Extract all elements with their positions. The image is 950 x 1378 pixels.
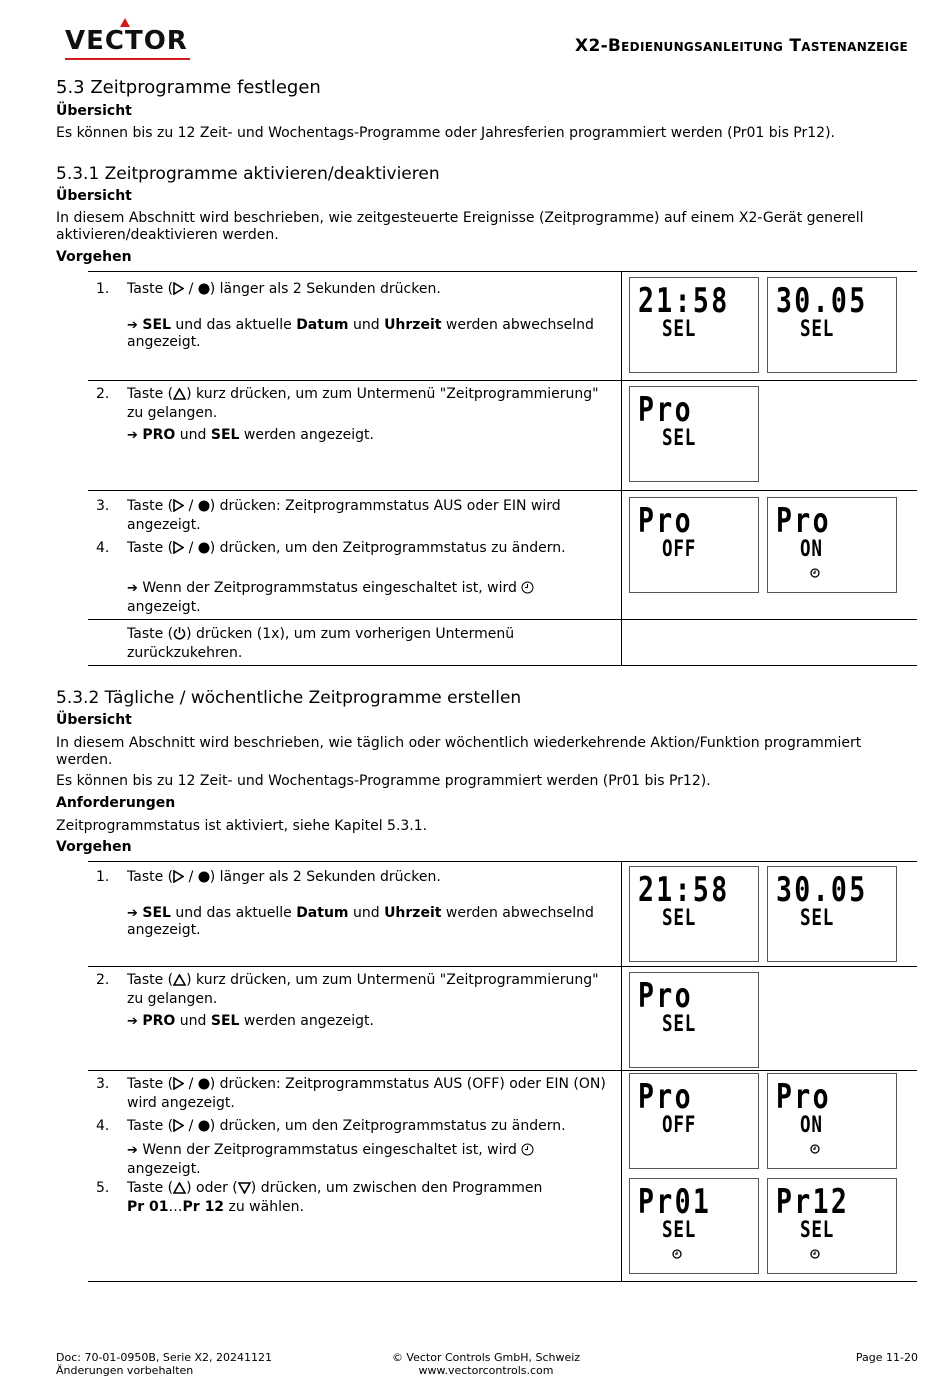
table-row: Taste ( ) drücken (1x), um zum vorherigen Untermenü zurückzukehren.: [88, 620, 917, 666]
right-triangle-icon: [173, 541, 184, 559]
arrow-icon: ➔: [127, 906, 138, 921]
s53-overview-text: Es können bis zu 12 Zeit- und Wochentags-Programme oder Jahresferien programmiert werden (Pr01 bis Pr12).: [56, 125, 835, 141]
table-row: 1. Taste ( / ) länger als 2 Sekunden drücken. ➔ SEL und das aktuelle Datum und Uhrzeit werden abwechselnd angezeigt. 21:58 SEL 30.05 SEL: [88, 861, 917, 967]
lcd-display: Pro ON: [767, 1073, 897, 1169]
footer-page-number: Page 11-20: [855, 1351, 918, 1364]
filled-circle-icon: [198, 1078, 210, 1095]
logo-text: VECTOR: [65, 26, 188, 56]
lcd-display: Pr12 SEL: [767, 1178, 897, 1274]
document-title: X2-Bedienungsanleitung Tastenanzeige: [575, 36, 908, 56]
clock-icon: [810, 1249, 820, 1259]
clock-icon: [521, 581, 534, 599]
right-triangle-icon: [173, 1077, 184, 1095]
up-triangle-icon: [173, 974, 186, 991]
table-row: 2. Taste ( ) kurz drücken, um zum Untermenü "Zeitprogrammierung" zu gelangen. ➔ PRO und SEL werden angezeigt. Pro SEL: [88, 380, 917, 491]
section-5-3-1-title: 5.3.1 Zeitprogramme aktivieren/deaktivieren: [56, 164, 440, 184]
right-triangle-icon: [173, 282, 184, 300]
footer-copyright: © Vector Controls GmbH, Schweiz: [391, 1351, 581, 1364]
filled-circle-icon: [198, 542, 210, 559]
lcd-display: Pr01 SEL: [629, 1178, 759, 1274]
vector-logo: [65, 18, 190, 60]
power-icon: [173, 626, 186, 645]
right-triangle-icon: [173, 1119, 184, 1137]
footer-left: [56, 1351, 272, 1377]
s532-requirements-text: Zeitprogrammstatus ist aktiviert, siehe Kapitel 5.3.1.: [56, 818, 428, 834]
table-row: 3. Taste ( / ) drücken: Zeitprogrammstatus AUS oder EIN wird angezeigt. 4. Taste ( / ) drücken, um den Zeitprogrammstatus zu ändern. ➔ Wenn der Zeitprogrammstatus eingeschaltet ist, wird angezeigt. Pro OFF Pro ON: [88, 491, 917, 620]
logo-underline: [65, 58, 190, 60]
lcd-display: Pro OFF: [629, 497, 759, 593]
s532-overview-text-1: In diesem Abschnitt wird beschrieben, wie täglich oder wöchentlich wiederkehrende Aktion/Funktion programmiert werden.: [56, 735, 862, 768]
footer-website[interactable]: www.vectorcontrols.com: [418, 1364, 554, 1377]
clock-icon: [521, 1143, 534, 1161]
s53-overview-label: Übersicht: [56, 103, 132, 119]
clock-icon: [810, 568, 820, 578]
filled-circle-icon: [198, 871, 210, 888]
section-5-3-title: 5.3 Zeitprogramme festlegen: [56, 77, 321, 98]
s531-overview-text: In diesem Abschnitt wird beschrieben, wie zeitgesteuerte Ereignisse (Zeitprogramme) auf einem X2-Gerät generell aktivieren/deaktivieren werden.: [56, 210, 864, 243]
filled-circle-icon: [198, 500, 210, 517]
footer-center: [386, 1351, 586, 1377]
table-row: 2. Taste ( ) kurz drücken, um zum Untermenü "Zeitprogrammierung" zu gelangen. ➔ PRO und SEL werden angezeigt. Pro SEL: [88, 966, 917, 1071]
filled-circle-icon: [198, 283, 210, 300]
up-triangle-icon: [173, 1182, 186, 1199]
clock-icon: [810, 1144, 820, 1154]
up-triangle-icon: [173, 388, 186, 405]
table-row: 1. Taste ( / ) länger als 2 Sekunden drücken. ➔ SEL und das aktuelle Datum und Uhrzeit werden abwechselnd angezeigt. 21:58 SEL 30.05 SEL: [88, 271, 917, 381]
lcd-display: Pro SEL: [629, 972, 759, 1068]
arrow-icon: ➔: [127, 581, 138, 596]
lcd-display: Pro SEL: [629, 386, 759, 482]
s532-procedure-table: [88, 861, 917, 1283]
s532-procedure-label: Vorgehen: [56, 839, 132, 855]
s531-procedure-label: Vorgehen: [56, 249, 132, 265]
right-triangle-icon: [173, 870, 184, 888]
arrow-icon: ➔: [127, 1014, 138, 1029]
right-triangle-icon: [173, 499, 184, 517]
s532-requirements-label: Anforderungen: [56, 795, 176, 811]
arrow-icon: ➔: [127, 428, 138, 443]
s531-procedure-table: [88, 271, 917, 666]
lcd-display: Pro ON: [767, 497, 897, 593]
section-5-3-2-title: 5.3.2 Tägliche / wöchentliche Zeitprogramme erstellen: [56, 688, 522, 708]
clock-icon: [672, 1249, 682, 1259]
lcd-display: 21:58 SEL: [629, 866, 759, 962]
arrow-icon: ➔: [127, 318, 138, 333]
s532-overview-label: Übersicht: [56, 712, 132, 728]
lcd-display: 21:58 SEL: [629, 277, 759, 373]
footer-notice: Änderungen vorbehalten: [56, 1364, 194, 1377]
down-triangle-icon: [238, 1182, 251, 1199]
filled-circle-icon: [198, 1120, 210, 1137]
table-row: 3. Taste ( / ) drücken: Zeitprogrammstatus AUS (OFF) oder EIN (ON) wird angezeigt. 4. Taste ( / ) drücken, um den Zeitprogrammstatus zu ändern. ➔ Wenn der Zeitprogrammstatus eingeschaltet ist, wird angezeigt. 5. Taste ( ) oder ( ) drücken, um zwischen den Programmen Pr 01…Pr 12 zu wählen. Pro OFF Pro ON Pr01 SEL Pr12 SEL: [88, 1071, 917, 1282]
s532-overview-text-2: Es können bis zu 12 Zeit- und Wochentags-Programme programmiert werden (Pr01 bis Pr12).: [56, 773, 711, 789]
s531-overview-label: Übersicht: [56, 188, 132, 204]
footer-doc: Doc: 70-01-0950B, Serie X2, 20241121: [56, 1351, 273, 1364]
lcd-display: 30.05 SEL: [767, 866, 897, 962]
lcd-display: Pro OFF: [629, 1073, 759, 1169]
arrow-icon: ➔: [127, 1143, 138, 1158]
lcd-display: 30.05 SEL: [767, 277, 897, 373]
